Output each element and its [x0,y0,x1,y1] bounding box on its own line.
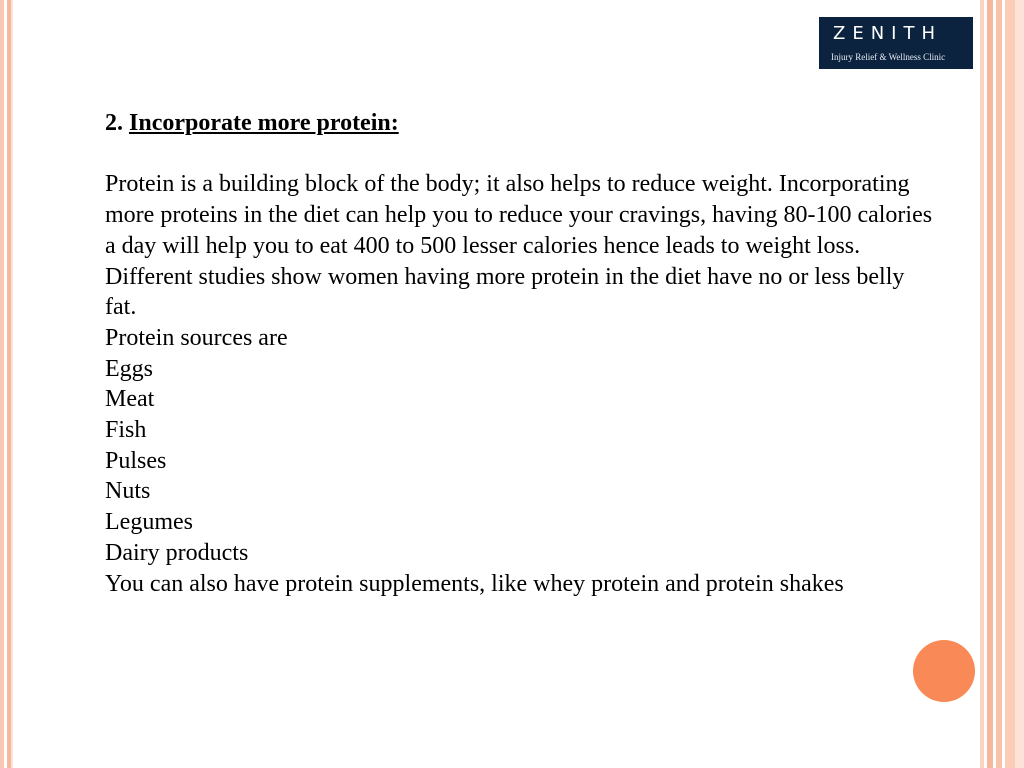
protein-source-item: Meat [105,386,155,413]
protein-source-item: Legumes [105,509,193,536]
logo-name: ZENITH [833,23,943,44]
body-paragraph: Protein is a building block of the body; it also helps to reduce weight. Incorporating more proteins in the diet can help you to reduce your cravings, having 80-100 calories a day will help you to eat 400 to 500 lesser calories hence leads to weight loss. [105,171,933,259]
right-stripe [1015,0,1024,768]
protein-source-item: Dairy products [105,539,249,566]
protein-source-item: Pulses [105,447,167,474]
slide-content [105,108,935,599]
heading-title: Incorporate more protein: [129,110,399,136]
logo-tagline: Injury Relief & Wellness Clinic [831,52,946,62]
body-paragraph: Protein sources are [105,324,288,351]
protein-source-item: Fish [105,417,147,444]
protein-source-item: Nuts [105,478,151,505]
zenith-logo [819,17,973,69]
body-paragraph: Different studies show women having more protein in the diet have no or less belly fat. [105,263,905,321]
decorative-circle [913,640,975,702]
heading-number: 2. [105,110,123,136]
section-heading [105,108,935,139]
protein-source-item: Eggs [105,355,153,382]
left-stripe [11,0,13,768]
right-stripe [1005,0,1015,768]
body-paragraph: You can also have protein supplements, like whey protein and protein shakes [105,570,844,597]
